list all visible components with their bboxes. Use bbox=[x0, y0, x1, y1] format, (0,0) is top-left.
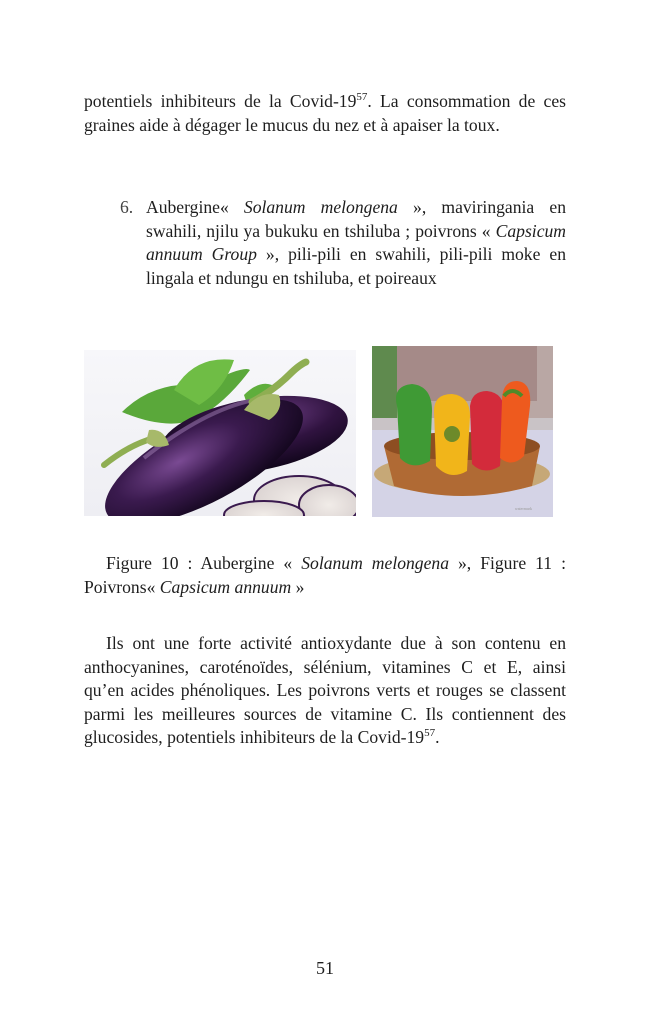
figure-caption bbox=[84, 552, 566, 599]
species-name: Capsicum annuum bbox=[159, 576, 292, 597]
aubergine-photo bbox=[84, 350, 356, 516]
peppers-illustration bbox=[372, 346, 553, 517]
list-number: 6. bbox=[120, 197, 134, 217]
paragraph-text: Ils ont une forte activité antioxydante due à son contenu en anthocyanines, caroténoïdes, sélénium, vitamines C et E, ainsi qu’en acides phénoliques. Les poivrons verts et rouges se classent parmi les meilleures sources de vitamine C. Ils contiennent des glucosides, potentiels inhibiteurs de la Covid-19 bbox=[84, 633, 566, 747]
text: Figure 10 : Aubergine « bbox=[106, 553, 302, 573]
paragraph-text: potentiels inhibiteurs de la Covid-19 bbox=[84, 91, 357, 111]
page-number: 51 bbox=[316, 958, 334, 978]
aubergine-illustration bbox=[84, 350, 356, 516]
peppers-photo bbox=[372, 346, 553, 517]
footnote-ref[interactable]: 57 bbox=[356, 91, 368, 104]
species-name: Solanum melongena bbox=[243, 197, 398, 217]
list-item-text bbox=[146, 196, 566, 290]
text: » bbox=[291, 576, 305, 597]
paragraph-bottom bbox=[84, 632, 566, 750]
text: », maviringania en swahili, njilu ya bukuku en tshiluba ; poivrons « bbox=[146, 197, 566, 241]
species-name: Capsicum annuum Group bbox=[146, 220, 566, 264]
text: », pili-pili en swahili, pili-pili moke en lingala et ndungu en tshiluba, et poireaux bbox=[146, 244, 566, 288]
footnote-ref[interactable]: 57 bbox=[424, 727, 436, 740]
paragraph-text: . bbox=[435, 727, 440, 747]
paragraph-text: . La consommation de ces graines aide à dégager le mucus du nez et à apaiser la toux. bbox=[84, 91, 566, 135]
list-item bbox=[114, 196, 566, 290]
paragraph-top bbox=[84, 90, 566, 137]
species-name: Solanum melongena bbox=[301, 553, 449, 573]
text: Aubergine« bbox=[146, 197, 244, 217]
svg-text:watermark: watermark bbox=[514, 506, 532, 511]
text: », Figure 11 : Poivrons« bbox=[84, 553, 566, 597]
